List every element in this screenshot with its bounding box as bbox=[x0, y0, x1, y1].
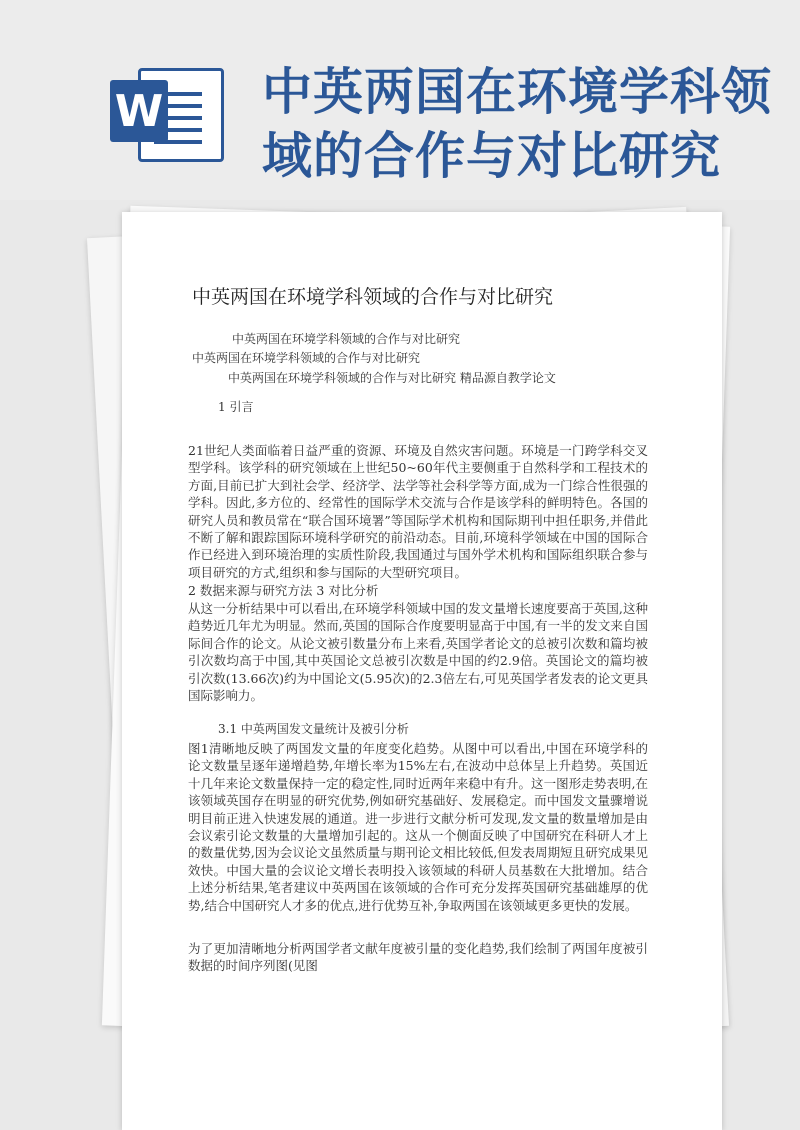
word-document-icon bbox=[110, 62, 220, 162]
section-heading-intro: 1 引言 bbox=[218, 400, 254, 414]
paragraph-figure1: 图1清晰地反映了两国发文量的年度变化趋势。从图中可以看出,中国在环境学科的论文数量呈逐年递增趋势,年增长率为15%左右,在波动中总体呈上升趋势。英国近十几年来论文数量保持一定的稳定性,同时近两年来稳中有升。这一图形走势表明,在该领域英国存在明显的研究优势,例如研究基础好、发展稳定。而中国发文量骤增说明目前正进入快速发展的通道。进一步进行文献分析可发现,发文量的数量增加是由会议索引论文数量的大量增加引起的。这从一个侧面反映了中国研究在科研人才上的数量优势,因为会议论文虽然质量与期刊论文相比较低,但发表周期短且研究成果见效快。中国大量的会议论文增长表明投入该领域的科研人员基数在大批增加。结合上述分析结果,笔者建议中英两国在该领域的合作可充分发挥英国研究基础雄厚的优势,结合中国研究人才多的优点,进行优势互补,争取两国在该领域更多更快的发展。 bbox=[188, 741, 648, 913]
paragraph-citation: 为了更加清晰地分析两国学者文献年度被引量的变化趋势,我们绘制了两国年度被引数据的时间序列图(见图 bbox=[188, 941, 648, 974]
banner-title: 中英两国在环境学科领域的合作与对比研究 bbox=[262, 63, 772, 185]
document-page bbox=[122, 212, 722, 1130]
section-heading-3-1: 3.1 中英两国发文量统计及被引分析 bbox=[218, 722, 409, 736]
banner bbox=[0, 0, 800, 200]
document-title: 中英两国在环境学科领域的合作与对比研究 bbox=[192, 286, 554, 308]
word-logo-badge: W bbox=[110, 80, 168, 142]
paragraph-analysis: 从这一分析结果中可以看出,在环境学科领域中国的发文量增长速度要高于英国,这种趋势近几年尤为明显。然而,英国的国际合作度要明显高于中国,有一半的发文来自国际间合作的论文。从论文被引数量分布上来看,英国学者论文的总被引次数和篇均被引次数均高于中国,其中英国论文总被引次数是中国的约2.9倍。英国论文的篇均被引次数(13.66次)约为中国论文(5.95次)的2.3倍左右,可见英国学者发表的论文更具国际影响力。 bbox=[188, 601, 648, 704]
paragraph-intro: 21世纪人类面临着日益严重的资源、环境及自然灾害问题。环境是一门跨学科交叉型学科。该学科的研究领域在上世纪50~60年代主要侧重于自然科学和工程技术的方面,目前已扩大到社会学、经济学、法学等社会科学等方面,成为一门综合性很强的学科。因此,多方位的、经常性的国际学术交流与合作是该学科的鲜明特色。各国的研究人员和教员常在“联合国环境署”等国际学术机构和国际期刊中担任职务,并借此不断了解和跟踪国际环境科学研究的前沿动态。目前,环境科学领域在中国的国际合作已经进入到环境治理的实质性阶段,我国通过与国外学术机构和国际组织联合参与项目研究的方式,组织和参与国际的大型研究项目。 bbox=[188, 443, 648, 580]
paragraph-methods: 2 数据来源与研究方法 3 对比分析 bbox=[188, 583, 379, 598]
subtitle-1: 中英两国在环境学科领域的合作与对比研究 bbox=[232, 332, 461, 346]
subtitle-2: 中英两国在环境学科领域的合作与对比研究 bbox=[192, 351, 421, 365]
subtitle-3: 中英两国在环境学科领域的合作与对比研究 精品源自教学论文 bbox=[228, 371, 556, 385]
